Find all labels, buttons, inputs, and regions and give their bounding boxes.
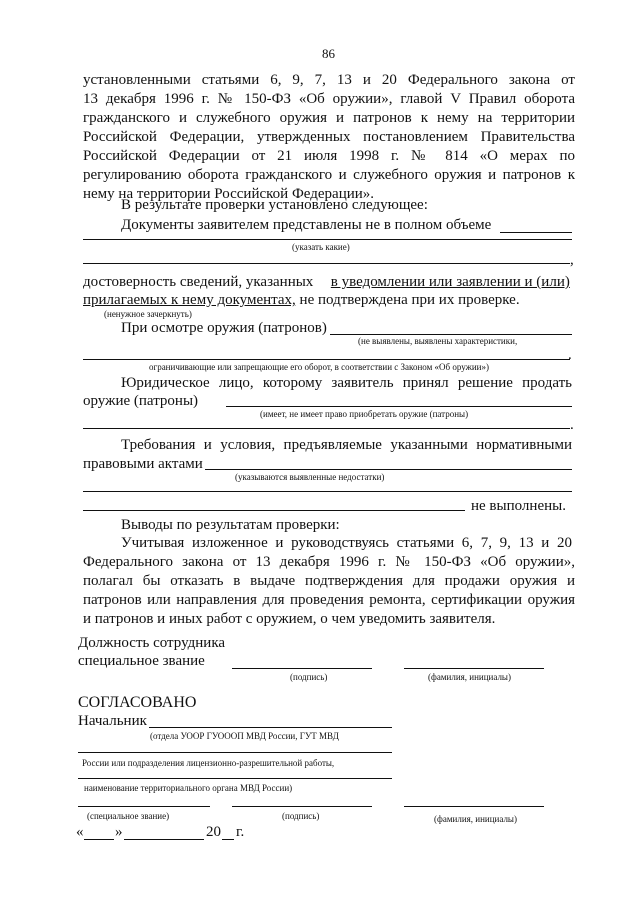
fill-line <box>83 491 572 492</box>
check-result-heading: В результате проверки установлено следующее: <box>121 197 428 213</box>
date-quote-open: « <box>76 824 84 840</box>
signature-line <box>232 668 372 669</box>
employee-position: Должность сотрудника <box>78 635 226 651</box>
fill-line <box>83 263 570 264</box>
docs-incomplete-label: Документы заявителем представлены не в полном объеме <box>121 217 492 233</box>
chief-label: Начальник <box>78 713 147 729</box>
month-line <box>124 839 204 840</box>
dept-hint: наименование территориального органа МВД России) <box>84 783 293 793</box>
deficiencies-hint: (указываются выявленные недостатки) <box>235 472 385 482</box>
paragraph-line: нему на территории Российской Федерации». <box>83 186 375 202</box>
reliability-line-1 <box>83 273 570 291</box>
conclusions-heading: Выводы по результатам проверки: <box>121 517 340 533</box>
approved-heading: СОГЛАСОВАНО <box>78 694 197 711</box>
paragraph-line: и патронов и иных работ с оружием, о чем уведомить заявителя. <box>83 611 496 627</box>
comma: , <box>570 252 574 268</box>
date-quote-close: » <box>115 824 123 840</box>
reliability-line-2 <box>83 291 520 309</box>
strike-hint: (ненужное зачеркнуть) <box>104 309 192 319</box>
reliability-underlined: прилагаемых к нему документах, <box>83 292 296 308</box>
reliability-text: не подтверждена при их проверке. <box>299 292 520 308</box>
fill-line <box>83 510 465 511</box>
reliability-text: достоверность сведений, указанных <box>83 274 314 290</box>
not-found-hint: (не выявлены, выявлены характеристики, <box>358 336 518 346</box>
name-hint: (фамилия, инициалы) <box>428 672 511 682</box>
specify-hint: (указать какие) <box>292 242 350 252</box>
paragraph-line: Федерального закона от 13 декабря 1996 г. № 150-ФЗ «Об оружии», <box>83 554 575 570</box>
legal-entity-line: оружие (патроны) <box>83 393 199 409</box>
page-number: 86 <box>322 46 335 61</box>
paragraph-line: патронов или направления для проведения ремонта, сертификации оружия <box>83 592 575 608</box>
name-hint: (фамилия, инициалы) <box>434 814 517 824</box>
signature-hint: (подпись) <box>290 672 328 682</box>
right-hint: (имеет, не имеет право приобретать оружие (патроны) <box>260 409 469 419</box>
paragraph-line: Российской Федерации, утвержденных постановлением Правительства <box>83 129 575 145</box>
paragraph-line: регулированию оборота гражданского и служебного оружия и патронов к <box>83 167 575 183</box>
fill-line <box>78 778 392 779</box>
paragraph-line: 13 декабря 1996 г. № 150-ФЗ «Об оружии», главой V Правил оборота <box>83 91 575 107</box>
paragraph-line: гражданского и служебного оружия и патронов к нему на территории <box>83 110 575 126</box>
paragraph-line: полагал бы отказать в выдаче подтверждения для продажи оружия и <box>83 573 575 589</box>
signature-hint: (подпись) <box>282 811 320 821</box>
dept-hint: (отдела УООР ГУОООП МВД России, ГУТ МВД <box>150 731 339 741</box>
fill-line <box>330 334 572 335</box>
name-line <box>404 668 544 669</box>
not-fulfilled: не выполнены. <box>471 498 566 514</box>
fill-line <box>83 239 572 240</box>
signature-line <box>232 806 372 807</box>
rank-hint: (специальное звание) <box>87 811 170 821</box>
fill-line <box>205 469 572 470</box>
fill-line <box>78 752 392 753</box>
requirements-line: правовыми актами <box>83 456 203 472</box>
paragraph-line: установленными статьями 6, 9, 7, 13 и 20 Федерального закона от <box>83 72 575 88</box>
special-rank: специальное звание <box>78 653 205 669</box>
rank-line <box>78 806 210 807</box>
requirements-line: Требования и условия, предъявляемые указанными нормативными <box>121 437 572 453</box>
day-line <box>84 839 114 840</box>
period: . <box>568 347 572 363</box>
legal-entity-line: Юридическое лицо, которому заявитель принял решение продать <box>121 375 572 391</box>
name-line <box>404 806 544 807</box>
year-line <box>222 839 234 840</box>
weapon-inspection-label: При осмотре оружия (патронов) <box>121 320 327 336</box>
fill-line <box>149 727 392 728</box>
paragraph-line: Российской Федерации от 21 июля 1998 г. № 814 «О мерах по <box>83 148 575 164</box>
date-year: 20 <box>206 824 221 840</box>
fill-line <box>226 406 572 407</box>
fill-line <box>83 359 570 360</box>
dept-hint: России или подразделения лицензионно-разрешительной работы, <box>82 758 335 768</box>
date-suffix: г. <box>236 824 245 840</box>
fill-line <box>500 232 572 233</box>
fill-line <box>83 428 570 429</box>
period: . <box>570 417 574 433</box>
paragraph-line: Учитывая изложенное и руководствуясь статьями 6, 7, 9, 13 и 20 <box>121 535 572 551</box>
reliability-underlined: в уведомлении или заявлении и (или) <box>330 274 570 290</box>
restricting-hint: ограничивающие или запрещающие его оборот, в соответствии с Законом «Об оружии») <box>149 362 489 372</box>
